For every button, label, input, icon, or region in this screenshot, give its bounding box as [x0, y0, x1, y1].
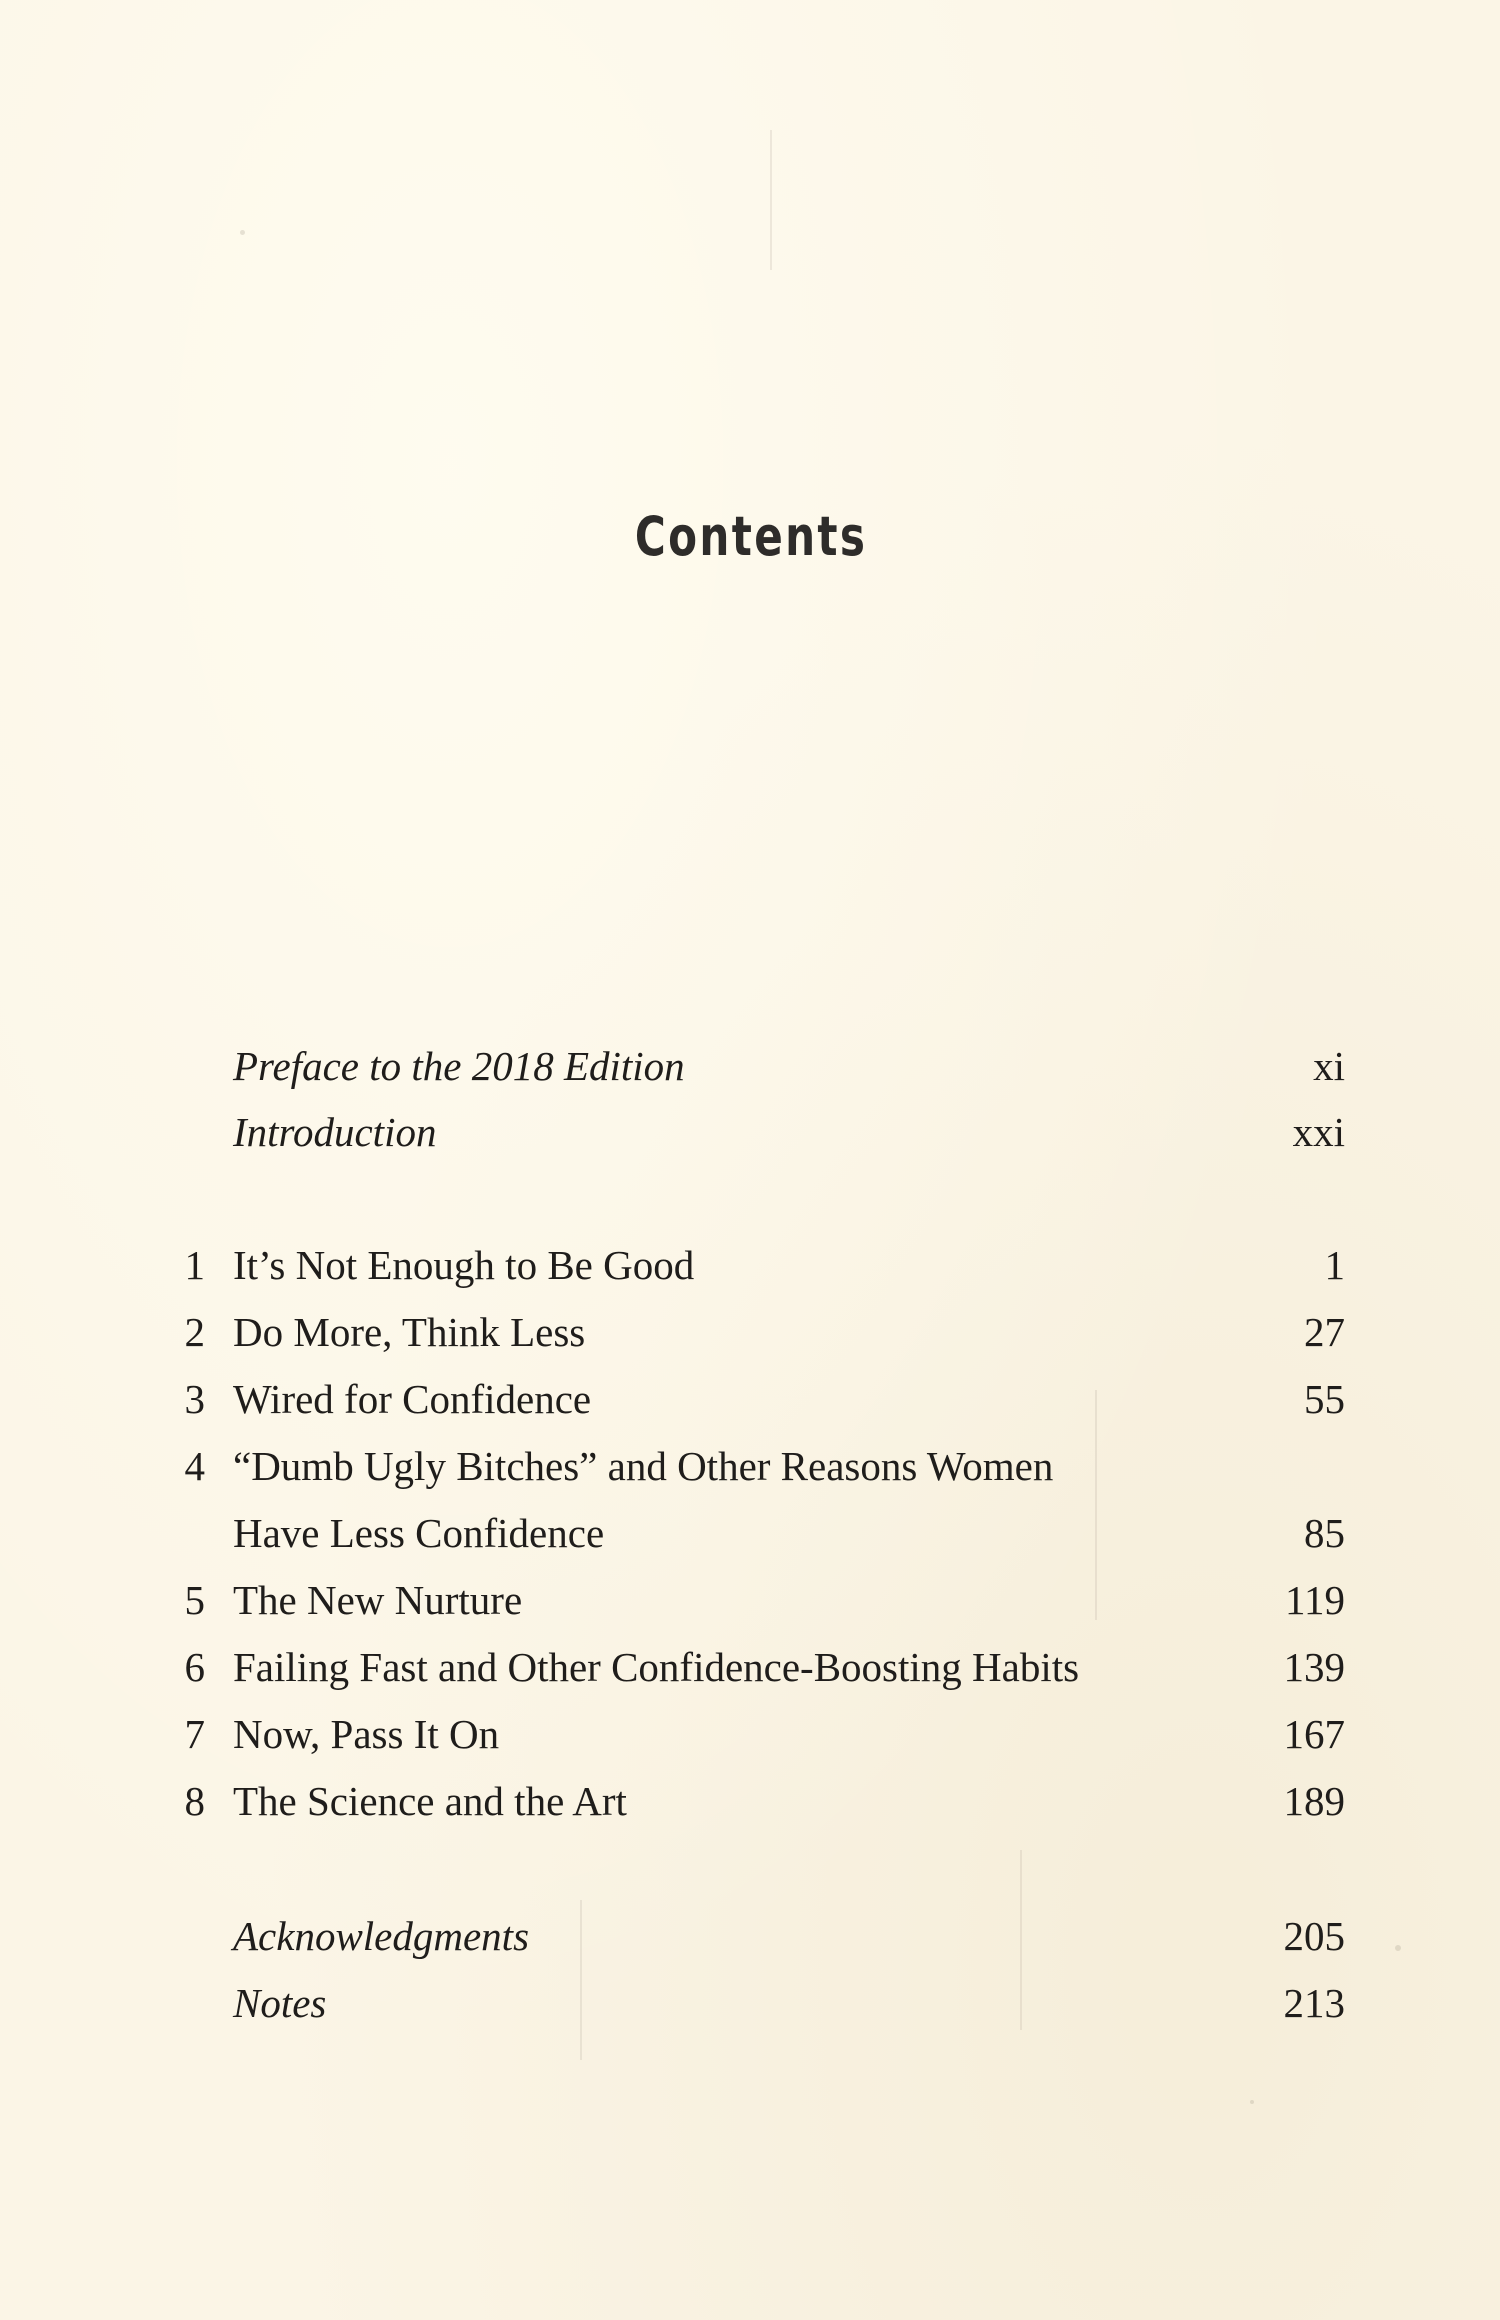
entry-label: The Science and the Art — [233, 1778, 627, 1824]
toc-entry-chapter-1[interactable] — [0, 1235, 1500, 1295]
chapter-number: 8 — [184, 1778, 205, 1824]
toc-entry-notes[interactable] — [0, 1973, 1500, 2033]
toc-entry-preface[interactable] — [0, 1036, 1500, 1096]
entry-label: It’s Not Enough to Be Good — [233, 1242, 695, 1288]
toc-entry-chapter-8[interactable] — [0, 1771, 1500, 1831]
entry-label: Introduction — [233, 1109, 437, 1155]
entry-label: The New Nurture — [233, 1577, 523, 1623]
entry-page-number: 167 — [1283, 1711, 1345, 1757]
toc-entry-chapter-2[interactable] — [0, 1302, 1500, 1362]
chapter-number: 2 — [184, 1309, 205, 1355]
chapter-number: 1 — [184, 1242, 205, 1288]
entry-page-number: 139 — [1283, 1644, 1345, 1690]
toc-entry-chapter-4-continued[interactable] — [0, 1503, 1500, 1563]
entry-page-number: 119 — [1285, 1577, 1345, 1623]
entry-page-number: xi — [1313, 1043, 1345, 1089]
chapter-number: 6 — [184, 1644, 205, 1690]
chapter-number: 4 — [184, 1443, 205, 1489]
toc-entry-introduction[interactable] — [0, 1102, 1500, 1162]
toc-entry-chapter-4[interactable] — [0, 1436, 1500, 1496]
toc-entry-chapter-7[interactable] — [0, 1704, 1500, 1764]
entry-label: Preface to the 2018 Edition — [233, 1043, 685, 1089]
entry-page-number: 27 — [1304, 1309, 1345, 1355]
toc-entry-acknowledgments[interactable] — [0, 1906, 1500, 1966]
entry-label: Notes — [233, 1980, 327, 2026]
entry-label: “Dumb Ugly Bitches” and Other Reasons Women — [233, 1443, 1054, 1489]
chapter-number: 7 — [184, 1711, 205, 1757]
entry-label: Wired for Confidence — [233, 1376, 592, 1422]
entry-label: Failing Fast and Other Confidence-Boosting Habits — [233, 1644, 1080, 1690]
chapter-number: 5 — [184, 1577, 205, 1623]
page-title: Contents — [634, 505, 868, 568]
entry-page-number: 205 — [1283, 1913, 1345, 1959]
entry-page-number: 189 — [1283, 1778, 1345, 1824]
toc-entry-chapter-5[interactable] — [0, 1570, 1500, 1630]
entry-page-number: xxi — [1292, 1109, 1345, 1155]
entry-page-number: 85 — [1304, 1510, 1345, 1556]
entry-label-continued: Have Less Confidence — [233, 1510, 605, 1556]
entry-label: Acknowledgments — [233, 1913, 530, 1959]
toc-entry-chapter-6[interactable] — [0, 1637, 1500, 1697]
entry-page-number: 55 — [1304, 1376, 1345, 1422]
entry-label: Now, Pass It On — [233, 1711, 500, 1757]
toc-entry-chapter-3[interactable] — [0, 1369, 1500, 1429]
entry-page-number: 213 — [1283, 1980, 1345, 2026]
chapter-number: 3 — [184, 1376, 205, 1422]
entry-page-number: 1 — [1324, 1242, 1345, 1288]
entry-label: Do More, Think Less — [233, 1309, 586, 1355]
